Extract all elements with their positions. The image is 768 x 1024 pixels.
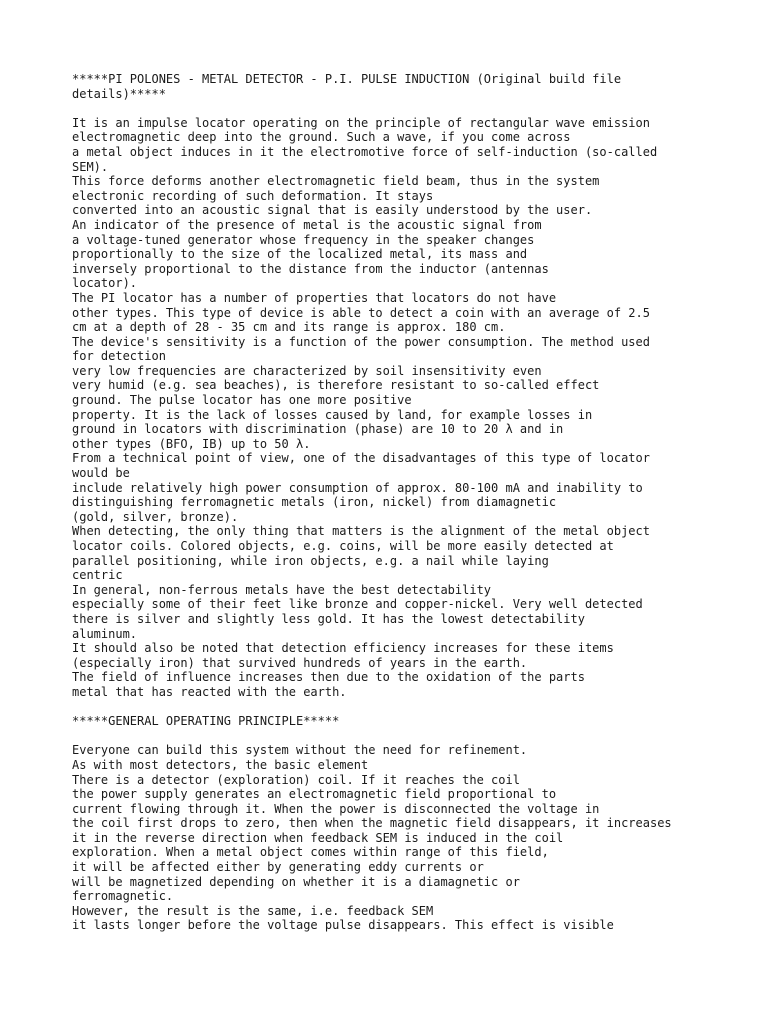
text-line: other types. This type of device is able to detect a coin with an average of 2.5 — [72, 305, 650, 320]
text-line: (especially iron) that survived hundreds of years in the earth. — [72, 655, 528, 670]
text-line: When detecting, the only thing that matters is the alignment of the metal object — [72, 524, 650, 539]
text-line: proportionally to the size of the localized metal, its mass and — [72, 247, 528, 262]
text-line: details)***** — [72, 86, 166, 101]
text-line: the power supply generates an electromagnetic field proportional to — [72, 787, 557, 802]
text-line: would be — [72, 466, 130, 481]
text-line: aluminum. — [72, 626, 138, 641]
text-line: As with most detectors, the basic element — [72, 757, 369, 772]
text-line: a metal object induces in it the electromotive force of self-induction (so-called — [72, 144, 658, 159]
section-heading-line: *****PI POLONES - METAL DETECTOR - P.I. PULSE INDUCTION (Original build file — [72, 72, 622, 86]
text-line: This force deforms another electromagnetic field beam, thus in the system — [72, 174, 600, 189]
text-line: will be magnetized depending on whether it is a diamagnetic or — [72, 874, 520, 889]
text-line: there is silver and slightly less gold. It has the lowest detectability — [72, 611, 585, 626]
text-line: There is a detector (exploration) coil. If it reaches the coil — [72, 772, 520, 787]
text-line: parallel positioning, while iron objects, e.g. a nail while laying — [72, 553, 549, 568]
text-line: SEM). — [72, 159, 109, 174]
text-line: include relatively high power consumption of approx. 80-100 mA and inability to — [72, 480, 643, 495]
blank-line — [72, 729, 712, 744]
text-line: current flowing through it. When the power is disconnected the voltage in — [72, 801, 600, 816]
text-line: a voltage-tuned generator whose frequency in the speaker changes — [72, 232, 535, 247]
text-line: especially some of their feet like bronze and copper-nickel. Very well detected — [72, 597, 643, 612]
text-line: The device's sensitivity is a function of the power consumption. The method used — [72, 334, 650, 349]
text-line: ferromagnetic. — [72, 889, 174, 904]
text-line: From a technical point of view, one of the disadvantages of this type of locator — [72, 451, 650, 466]
text-line: centric — [72, 568, 123, 583]
text-line: converted into an acoustic signal that is easily understood by the user. — [72, 203, 593, 218]
text-line: the coil first drops to zero, then when the magnetic field disappears, it increases — [72, 816, 672, 831]
text-line: An indicator of the presence of metal is the acoustic signal from — [72, 217, 542, 232]
text-line: distinguishing ferromagnetic metals (iron, nickel) from diamagnetic — [72, 495, 557, 510]
text-line: It should also be noted that detection efficiency increases for these items — [72, 641, 614, 656]
text-line: very humid (e.g. sea beaches), is therefore resistant to so-called effect — [72, 378, 600, 393]
text-line: it will be affected either by generating eddy currents or — [72, 860, 484, 875]
document-page — [72, 72, 712, 933]
text-line: The field of influence increases then due to the oxidation of the parts — [72, 670, 585, 685]
section-heading-line: *****GENERAL OPERATING PRINCIPLE***** — [72, 714, 340, 729]
text-line: ground. The pulse locator has one more positive — [72, 393, 412, 408]
text-line: it in the reverse direction when feedback SEM is induced in the coil — [72, 830, 564, 845]
text-line: It is an impulse locator operating on the principle of rectangular wave emission — [72, 115, 650, 130]
text-line: very low frequencies are characterized by soil insensitivity even — [72, 363, 542, 378]
blank-line — [72, 700, 712, 715]
text-line: However, the result is the same, i.e. feedback SEM — [72, 903, 434, 918]
blank-line — [72, 101, 712, 116]
text-line: ground in locators with discrimination (phase) are 10 to 20 λ and in — [72, 422, 564, 437]
text-line: metal that has reacted with the earth. — [72, 684, 347, 699]
text-line: it lasts longer before the voltage pulse disappears. This effect is visible — [72, 918, 614, 933]
text-line: The PI locator has a number of properties that locators do not have — [72, 290, 557, 305]
text-line: Everyone can build this system without the need for refinement. — [72, 743, 528, 758]
text-line: In general, non-ferrous metals have the best detectability — [72, 582, 492, 597]
text-line: cm at a depth of 28 - 35 cm and its range is approx. 180 cm. — [72, 320, 506, 335]
text-line: property. It is the lack of losses caused by land, for example losses in — [72, 407, 593, 422]
text-line: for detection — [72, 349, 166, 364]
text-line: exploration. When a metal object comes within range of this field, — [72, 845, 549, 860]
text-line: (gold, silver, bronze). — [72, 509, 239, 524]
text-line: locator coils. Colored objects, e.g. coins, will be more easily detected at — [72, 539, 614, 553]
text-line: electromagnetic deep into the ground. Such a wave, if you come across — [72, 130, 571, 145]
text-line: inversely proportional to the distance from the inductor (antennas — [72, 261, 549, 276]
text-line: other types (BFO, IB) up to 50 λ. — [72, 436, 311, 451]
text-line: electronic recording of such deformation. It stays — [72, 188, 434, 203]
text-line: locator). — [72, 276, 138, 291]
